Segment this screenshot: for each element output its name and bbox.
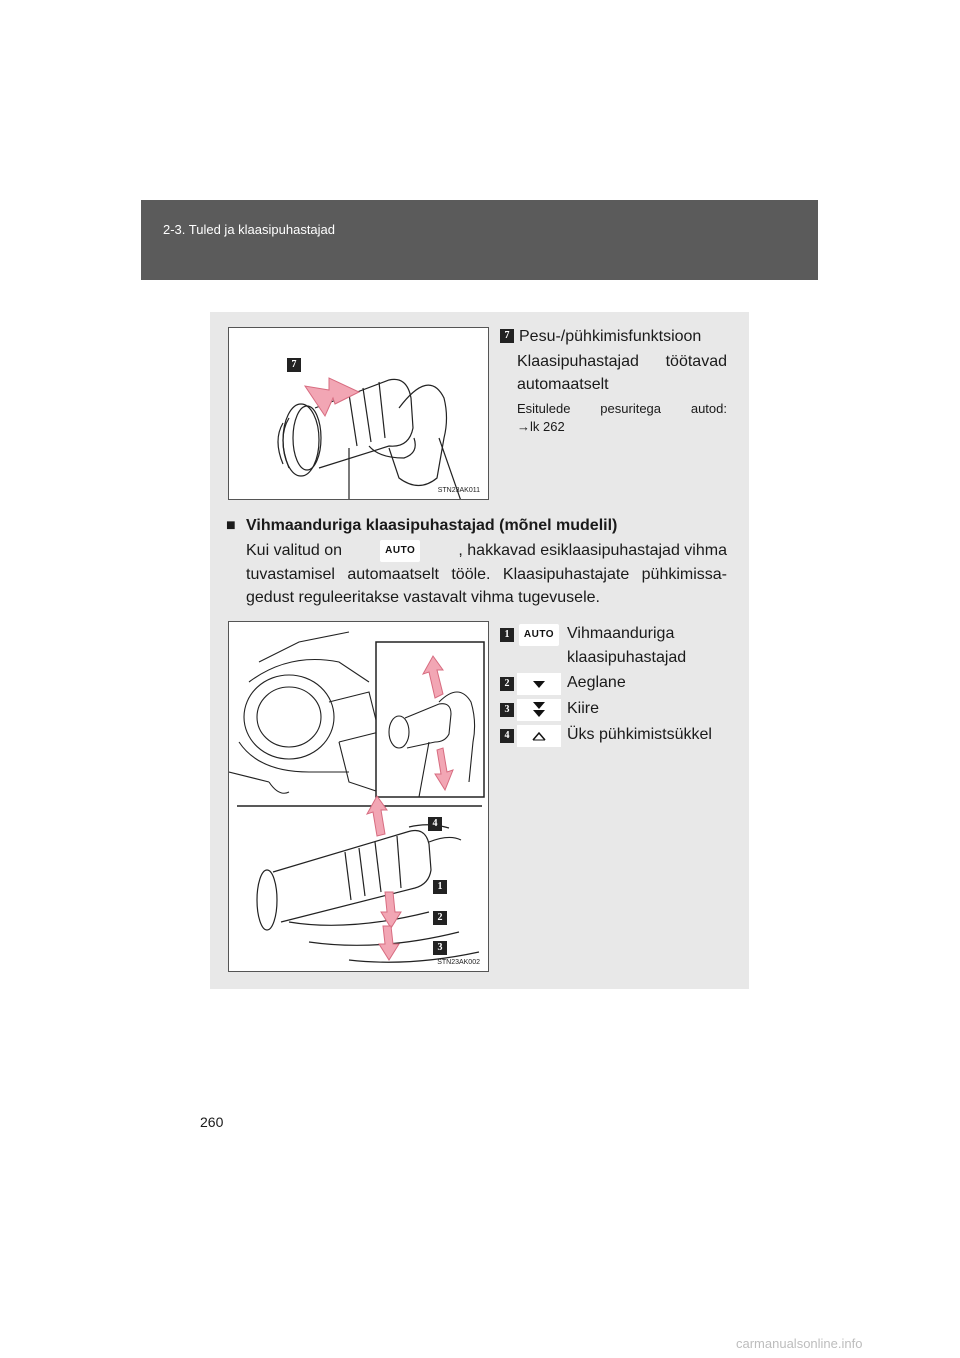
paragraph-line3: gedust reguleeritakse vastavalt vihma tugevusele. (246, 589, 600, 606)
paragraph-line2: tuvastamisel automaatselt tööle. Klaasipuhastajate pühkimissa- (246, 566, 727, 583)
section-heading: Vihmaanduriga klaasipuhastajad (mõnel mudelil) (246, 517, 618, 534)
paragraph-line1 (246, 540, 727, 562)
rain-sensing-lever-illustration (229, 622, 489, 972)
legend1-label-line2: klaasipuhastajad (567, 649, 687, 666)
lever-wash-illustration (229, 328, 489, 500)
watermark: carmanualsonline.info (736, 1336, 863, 1351)
figure2-code: STN23AK002 (437, 959, 480, 966)
legend3-label: Kiire (567, 700, 600, 717)
section-title: 2-3. Tuled ja klaasipuhastajad (163, 222, 336, 237)
legend3-badge: 3 (500, 703, 514, 717)
item7-line2: automaatselt (517, 376, 609, 393)
content-panel (210, 312, 749, 989)
figure1-badge: 7 (287, 358, 301, 372)
figure2-badge-3: 3 (433, 941, 447, 955)
legend4-label: Üks pühkimistsükkel (567, 726, 712, 743)
figure2-badge-2: 2 (433, 911, 447, 925)
legend2-badge: 2 (500, 677, 514, 691)
legend2-label: Aeglane (567, 674, 626, 691)
up-chevron-icon (517, 725, 561, 747)
item7-note-line2: →lk 262 (517, 419, 565, 434)
figure2-badge-1: 1 (433, 880, 447, 894)
item7-badge: 7 (500, 329, 514, 343)
figure2-badge-4: 4 (428, 817, 442, 831)
item7-title: Pesu-/pühkimisfunktsioon (519, 328, 702, 345)
legend1-label-line1: Vihmaanduriga (567, 625, 675, 642)
figure1-code: STN23AK011 (437, 487, 480, 494)
section-bullet: ■ (226, 517, 236, 534)
legend1-badge: 1 (500, 628, 514, 642)
paragraph-part2: , hakkavad esiklaasipuhastajad vihma (458, 542, 727, 559)
legend1-auto-label: AUTO (519, 624, 559, 646)
auto-label-inline: AUTO (380, 540, 420, 562)
double-down-triangle-icon (517, 699, 561, 721)
item7-line1: Klaasipuhastajad töötavad (517, 353, 727, 370)
figure-wiper-lever-wash (228, 327, 489, 500)
page-number: 260 (200, 1114, 224, 1130)
header-bar (141, 200, 818, 280)
figure-rain-sensing-lever (228, 621, 489, 972)
single-down-triangle-icon (517, 673, 561, 695)
legend4-badge: 4 (500, 729, 514, 743)
item7-note-line1: Esitulede pesuritega autod: (517, 401, 727, 416)
paragraph-part1: Kui valitud on (246, 542, 343, 559)
